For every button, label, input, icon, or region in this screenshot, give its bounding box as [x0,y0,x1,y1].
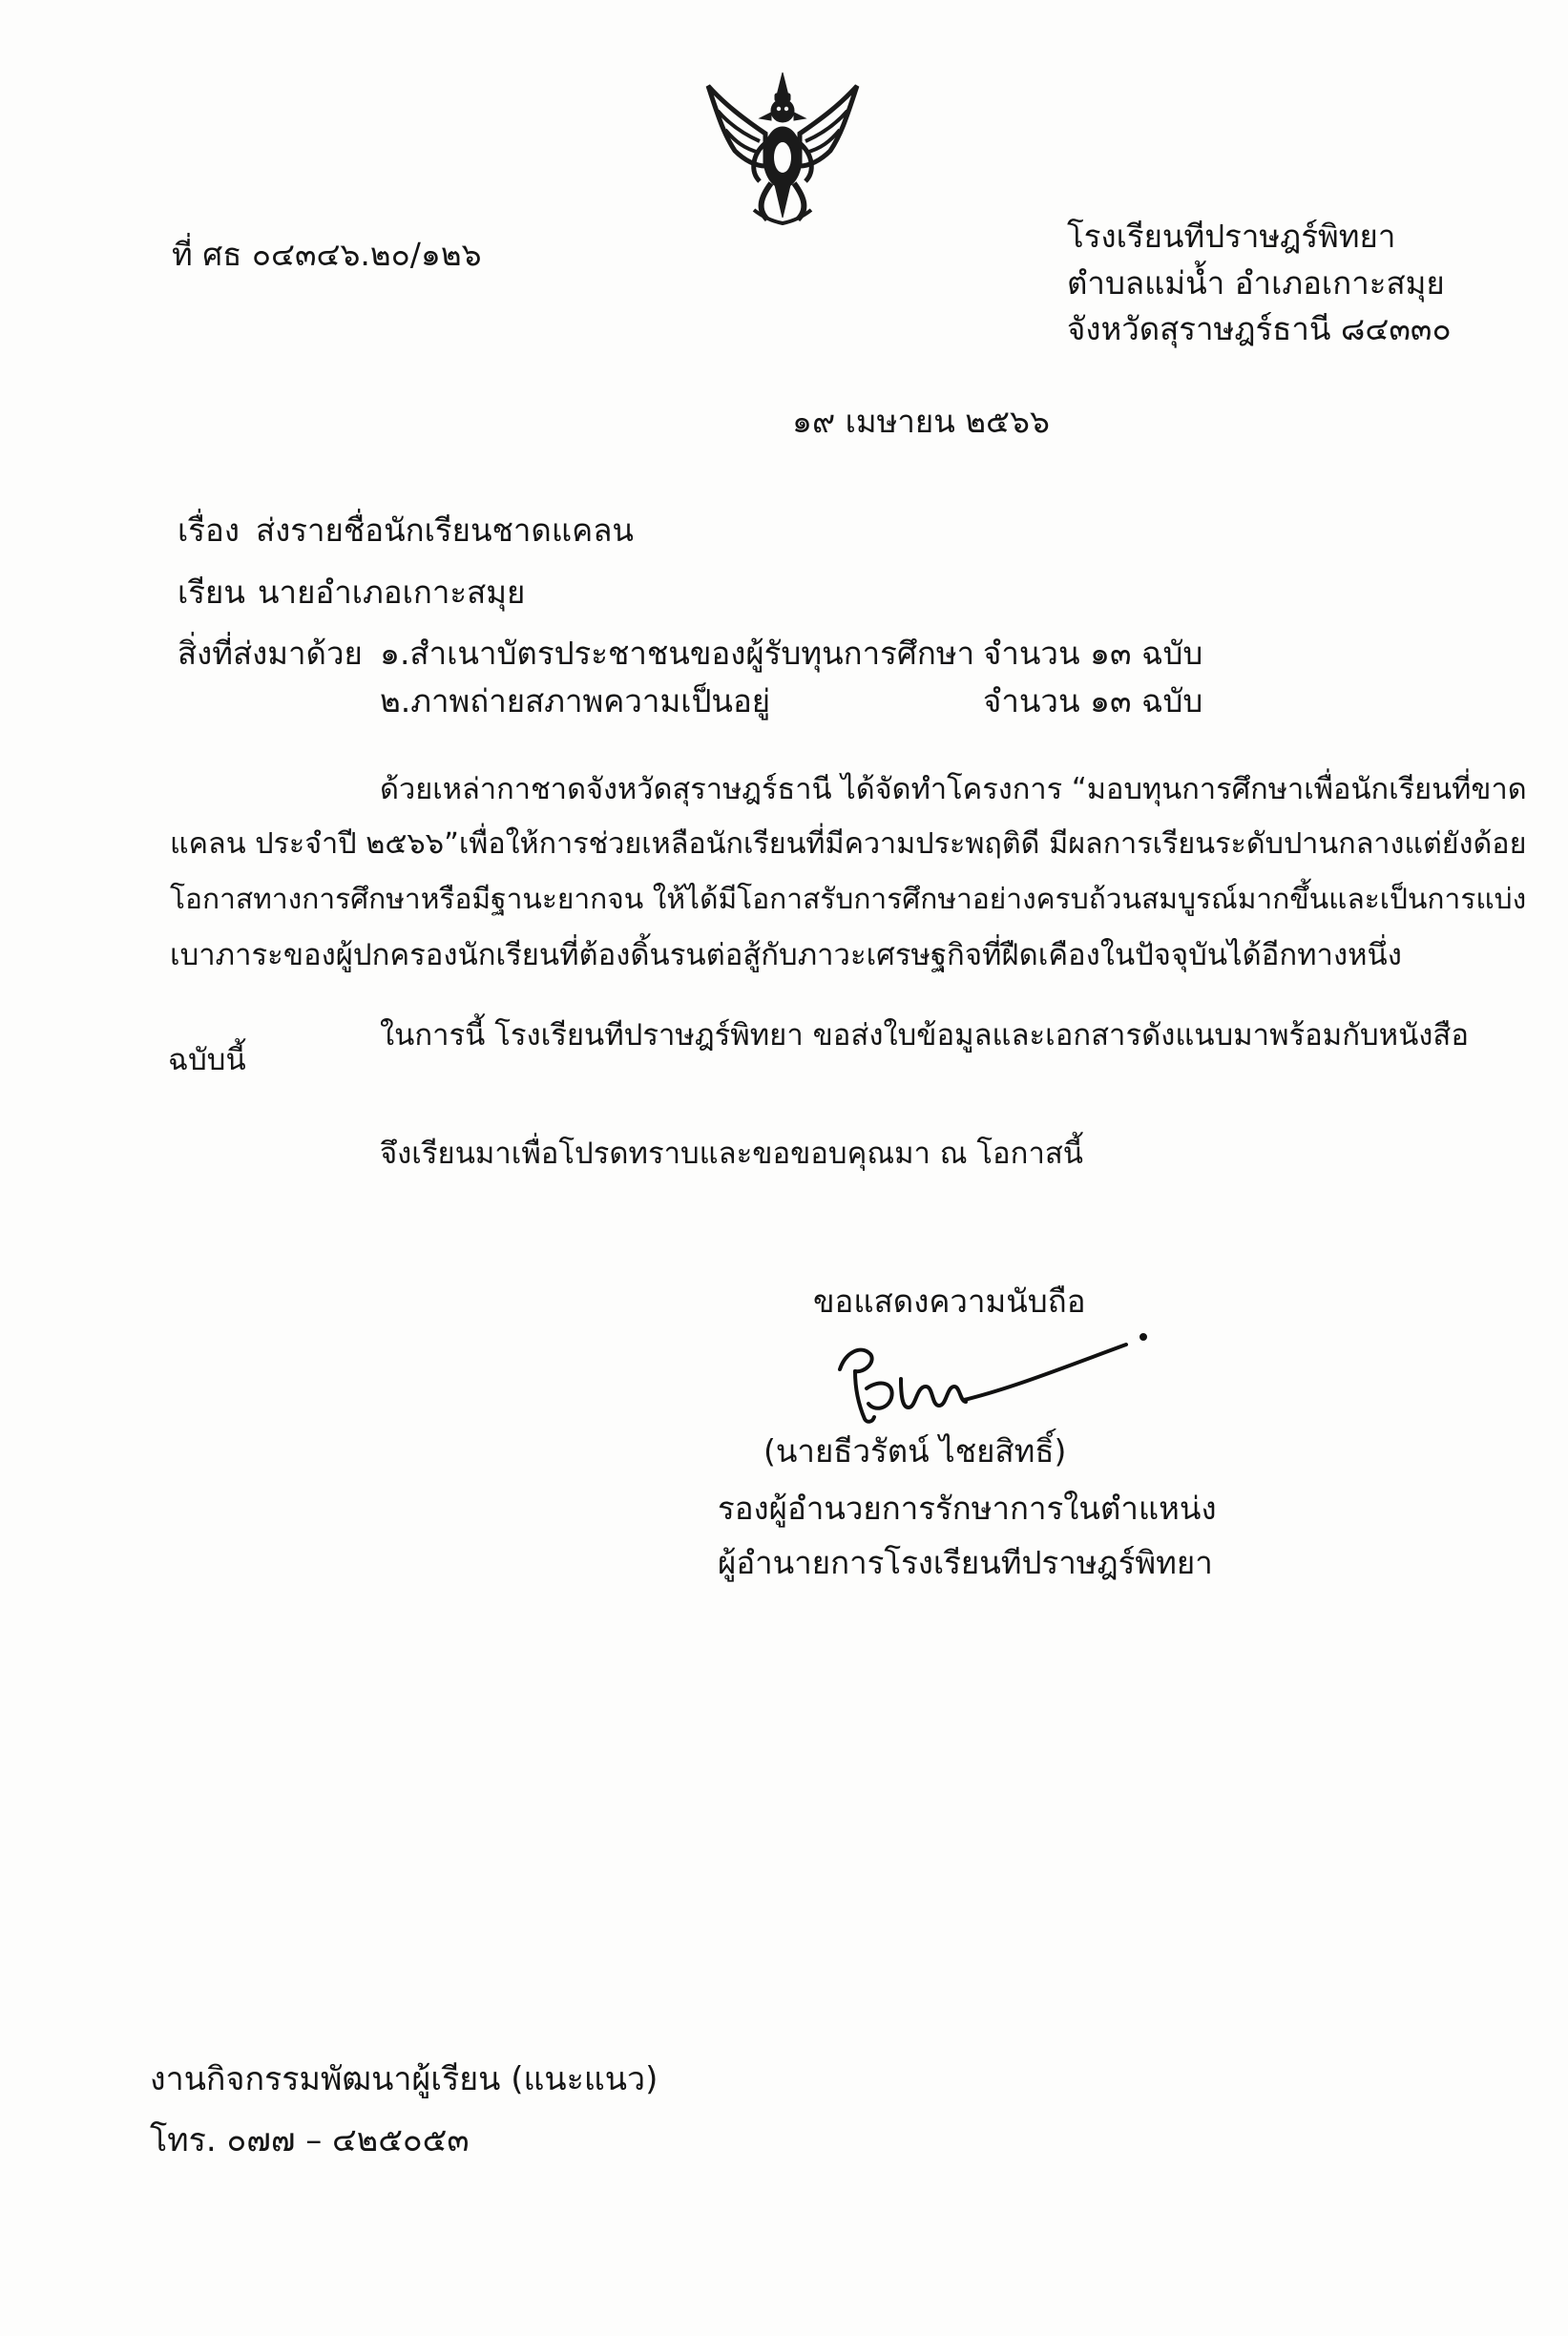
body-paragraph-line: โอกาสทางการศึกษาหรือมีฐานะยากจน ให้ได้มีโอกาสรับการศึกษาอย่างครบถ้วนสมบูรณ์มากขึ้นและเป็นการแบ่ง [170,883,1527,916]
closing-sentence: จึงเรียนมาเพื่อโปรดทราบและขอขอบคุณมา ณ โอกาสนี้ [380,1137,1083,1171]
enclosure-count: จำนวน ๑๓ ฉบับ [983,682,1203,720]
recipient-text: นายอำเภอเกาะสมุย [258,574,526,611]
letter-date: ๑๙ เมษายน ๒๕๖๖ [792,403,1050,440]
body-paragraph-line: ด้วยเหล่ากาชาดจังหวัดสุราษฎร์ธานี ได้จัดทำโครงการ “มอบทุนการศึกษาเพื่อนักเรียนที่ขาด [380,772,1527,806]
body-paragraph-line: แคลน ประจำปี ๒๕๖๖”เพื่อให้การช่วยเหลือนักเรียนที่มีความประพฤติดี มีผลการเรียนระดับปานกลางแต่ยังด้อย [170,827,1527,861]
enclosure-count: จำนวน ๑๓ ฉบับ [983,635,1203,672]
reference-number: ที่ ศธ ๐๔๓๔๖.๒๐/๑๒๖ [172,236,482,273]
handwritten-signature-icon [821,1331,1150,1436]
body-paragraph-line: ในการนี้ โรงเรียนทีปราษฎร์พิทยา ขอส่งใบข้อมูลและเอกสารดังแนบมาพร้อมกับหนังสือ [380,1018,1469,1053]
subject-text: ส่งรายชื่อนักเรียนชาดแคลน [256,511,634,549]
enclosure-item: ๑.สำเนาบัตรประชาชนของผู้รับทุนการศึกษา [380,635,975,672]
enclosure-item: ๒.ภาพถ่ายสภาพความเป็นอยู่ [380,682,771,720]
enclosures-label: สิ่งที่ส่งมาด้วย [178,635,363,672]
sender-address-line: ตำบลแม่น้ำ อำเภอเกาะสมุย [1067,264,1445,302]
recipient-label: เรียน [178,574,245,611]
signer-position-line: ผู้อำนายการโรงเรียนทีปราษฎร์พิทยา [718,1544,1213,1581]
sender-address-line: จังหวัดสุราษฎร์ธานี ๘๔๓๓๐ [1067,310,1452,347]
signer-position-line: รองผู้อำนวยการรักษาการในตำแหน่ง [718,1490,1217,1527]
footer-department: งานกิจกรรมพัฒนาผู้เรียน (แนะแนว) [150,2060,659,2098]
body-paragraph-line: ฉบับนี้ [168,1043,246,1077]
footer-phone: โทร. ๐๗๗ – ๔๒๕๐๕๓ [150,2121,470,2159]
signer-name: (นายธีวรัตน์ ไชยสิทธิ์) [763,1432,1067,1470]
body-paragraph-line: เบาภาระของผู้ปกครองนักเรียนที่ต้องดิ้นรนต่อสู้กับภาวะเศรษฐกิจที่ฝืดเคืองในปัจจุบันได้อีกทางหนึ่ง [170,938,1402,972]
regards-text: ขอแสดงความนับถือ [813,1283,1086,1320]
garuda-emblem-icon [697,67,868,229]
subject-label: เรื่อง [178,511,240,549]
sender-address-line: โรงเรียนทีปราษฎร์พิทยา [1067,218,1396,255]
